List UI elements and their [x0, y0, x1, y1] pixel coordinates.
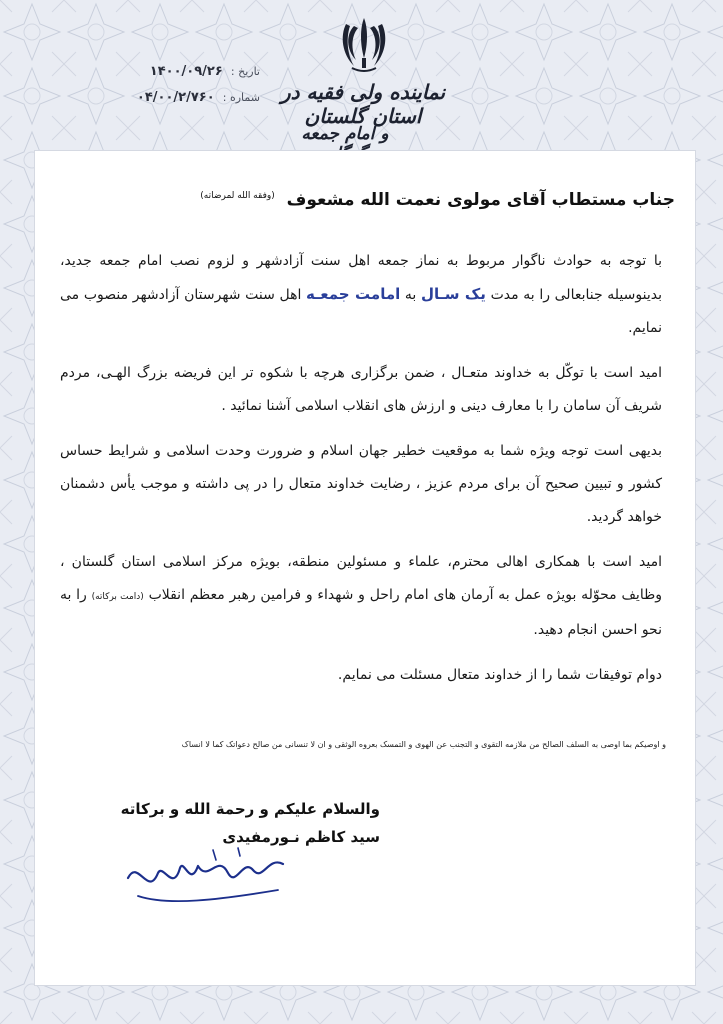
issuer-title: نماینده ولی فقیه در استان گلستان [280, 80, 446, 128]
number-label: شماره : [222, 91, 260, 104]
paragraph-text: اهل سنت شهرستان آزادشهر منصوب می نمایم. [60, 287, 662, 336]
number-row [60, 90, 260, 105]
letter-body [60, 245, 662, 704]
paragraph-text: به [400, 287, 421, 303]
salutation: والسلام علیکم و رحمة الله و برکاته [120, 800, 380, 818]
paragraph-text: امید است با همکاری اهالی محترم، علماء و مسئولین منطقه، بویژه مرکز اسلامی استان گلستان ، وظایف محوّله بویژه عمل به آرمان های امام راحل و شهداء و فرامین رهبر معظم انقلاب [60, 554, 662, 603]
number-value: ۰۴/۰۰/۲/۷۶۰ [136, 90, 215, 105]
signer-name: سید کاظم نـورمفیدی [222, 828, 380, 846]
paragraph-unity: بدیهی است توجه ویژه شما به موقعیت خطیر جهان اسلام و ضرورت وحدت اسلامی و شرایط حساس کشور و تبیین صحیح آن برای مردم عزیز ، رضایت خداوند متعال را در پی داشته و موجب یأس دشمنان خواهد گردید. [60, 443, 662, 525]
paragraph-cooperation [60, 546, 662, 647]
paragraph-wishes: دوام توفیقات شما را از خداوند متعال مسئلت می نمایم. [337, 667, 662, 683]
addressee-name: جناب مستطاب آقای مولوی نعمت الله مشعوف [286, 190, 675, 210]
highlight-duration: یک سـال [420, 285, 486, 303]
issuer-subtitle: و امام جمعه [301, 124, 389, 144]
paragraph-text: با توجه به حوادث ناگوار مربوط به نماز جمعه اهل سنت آزادشهر و لزوم نصب امام جمعه جدید، بدینوسیله جنابعالی را به مدت [60, 253, 662, 303]
paragraph-hope: امید است با توکّل به خداوند متعـال ، ضمن برگزاری هرچه با شکوه تر این فریضه بزرگ الهـی، مردم شریف آن سامان را با معارف دینی و ارزش های انقلاب اسلامی آشنا نمائید . [60, 365, 662, 414]
date-label: تاریخ : [230, 65, 260, 78]
addressee-honorific: (وفقه الله لمرضاته) [200, 191, 275, 202]
addressee [55, 190, 675, 210]
letterhead [0, 0, 723, 150]
paragraph-note: (دامت برکاته) [91, 592, 144, 602]
paragraph-appointment [60, 245, 662, 345]
paragraph-text: را به نحو احسن انجام دهید. [60, 587, 662, 638]
date-value: ۱۴۰۰/۰۹/۲۶ [149, 64, 223, 79]
closing-verse: و اوصیکم بما اوصی به السلف الصالح من ملازمه التقوی و التجنب عن الهوی و التمسک بعروه الوثقی و ان لا تنسانی من صالح دعواتک کما لا انساک [181, 740, 666, 749]
iran-emblem-icon [340, 14, 388, 76]
highlight-position: امامت جمعـه [306, 285, 401, 303]
date-row [60, 64, 260, 79]
signature [118, 838, 298, 913]
